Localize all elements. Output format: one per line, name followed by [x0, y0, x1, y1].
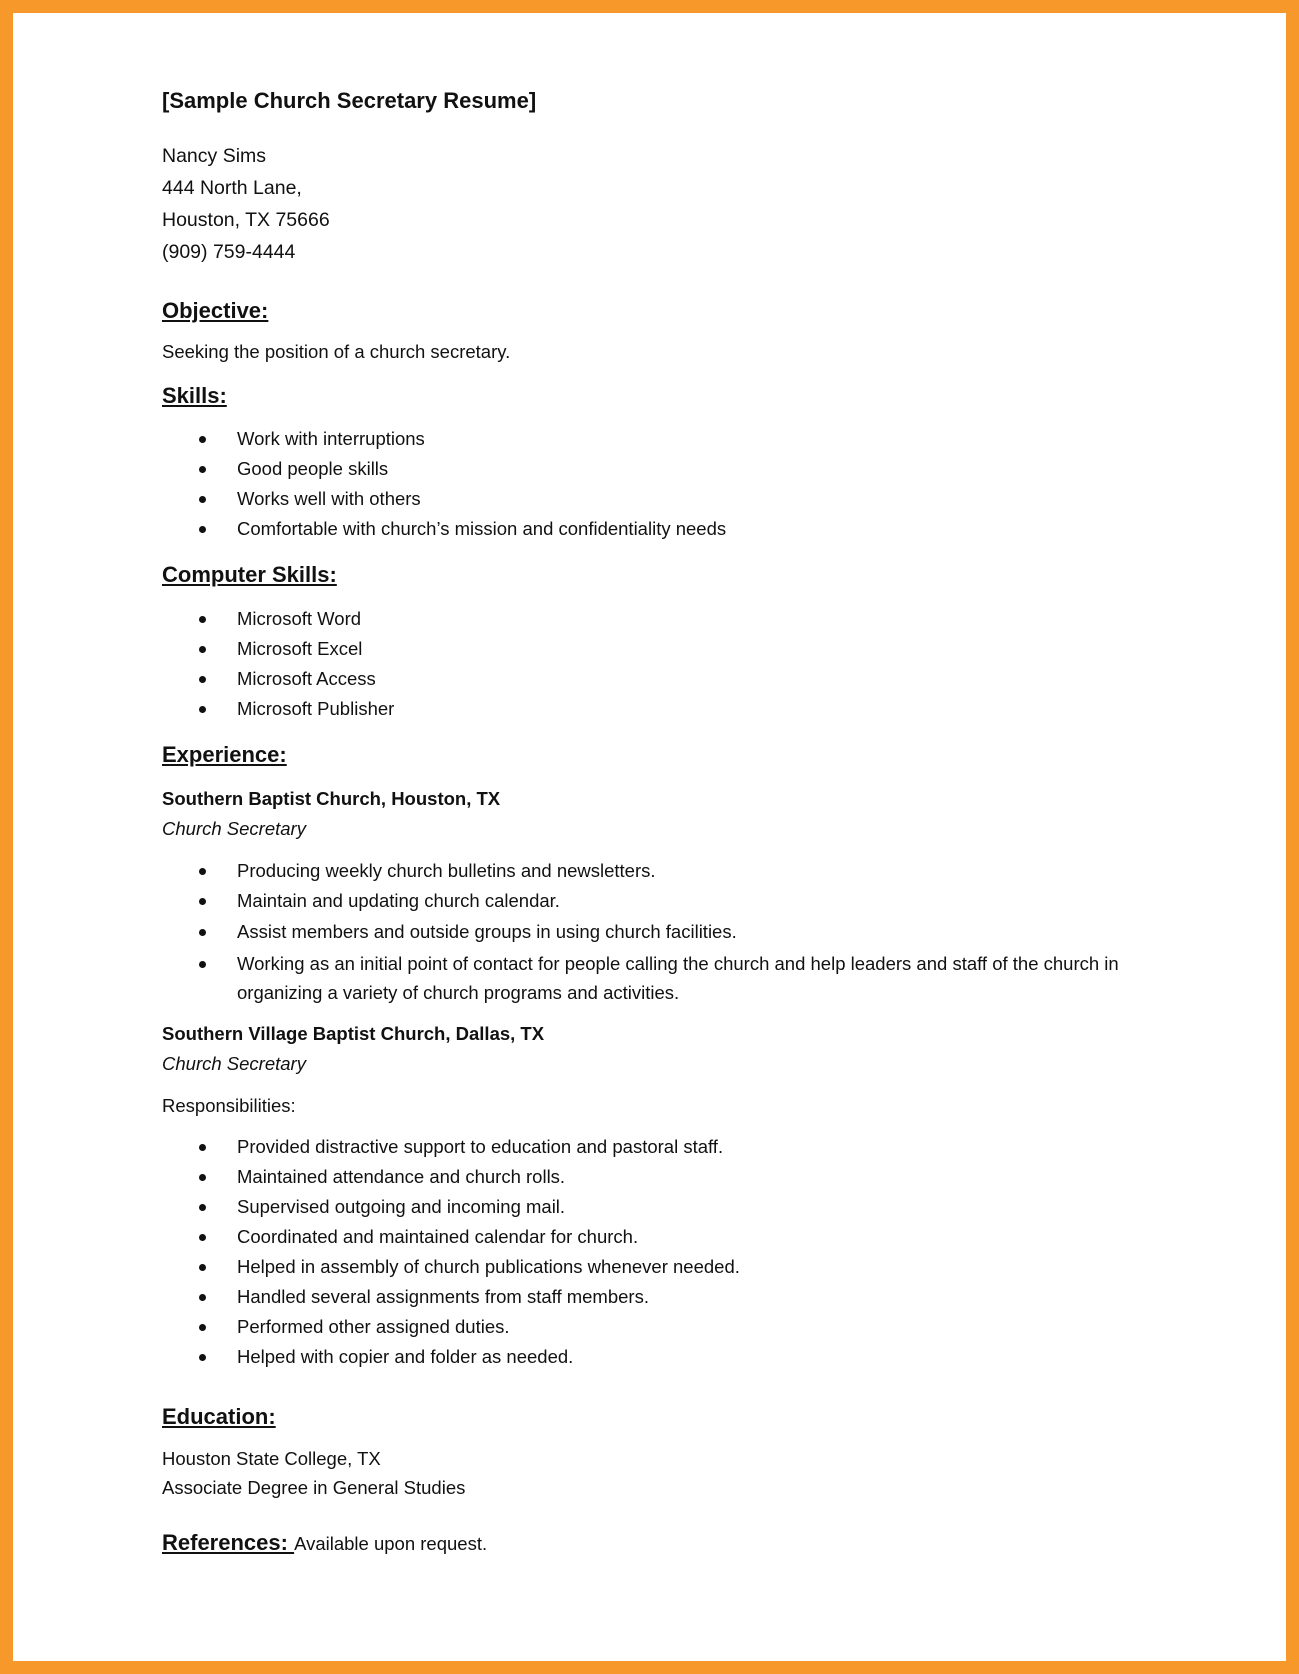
bullet-icon — [199, 1264, 206, 1271]
list-item: Handled several assignments from staff members. — [162, 1282, 1172, 1312]
experience-heading: Experience: — [162, 742, 287, 767]
resume-document — [162, 84, 1172, 1561]
contact-address: 444 North Lane, — [162, 177, 302, 199]
education-degree: Associate Degree in General Studies — [162, 1477, 466, 1498]
references-section — [162, 1526, 1172, 1561]
list-item: Maintained attendance and church rolls. — [162, 1162, 1172, 1192]
list-item: Assist members and outside groups in using church facilities. — [162, 917, 1172, 947]
bullet-icon — [199, 706, 206, 713]
education-heading: Education: — [162, 1404, 276, 1429]
list-item: Supervised outgoing and incoming mail. — [162, 1192, 1172, 1222]
bullet-icon — [199, 929, 206, 936]
bullet-icon — [199, 868, 206, 875]
references-heading: References: — [162, 1530, 295, 1555]
resume-title: [Sample Church Secretary Resume] — [162, 88, 537, 113]
list-item: Helped with copier and folder as needed. — [162, 1342, 1172, 1372]
bullet-icon — [199, 1324, 206, 1331]
education-school: Houston State College, TX — [162, 1448, 381, 1469]
list-item: Working as an initial point of contact for people calling the church and help leaders and staff of the church in organizing a variety of church programs and activities. — [162, 949, 1172, 1007]
list-item: Good people skills — [162, 454, 1172, 484]
bullet-icon — [199, 616, 206, 623]
list-item: Coordinated and maintained calendar for church. — [162, 1222, 1172, 1252]
skills-list — [162, 424, 1172, 544]
objective-text: Seeking the position of a church secretary. — [162, 341, 511, 362]
skills-section — [162, 379, 1172, 544]
bullet-icon — [199, 1174, 206, 1181]
job-organization: Southern Baptist Church, Houston, TX — [162, 788, 501, 809]
bullet-icon — [199, 1354, 206, 1361]
bullet-icon — [199, 1234, 206, 1241]
computer-skills-section — [162, 558, 1172, 724]
contact-phone: (909) 759-4444 — [162, 241, 296, 263]
objective-section — [162, 294, 1172, 366]
bullet-icon — [199, 1294, 206, 1301]
job-role: Church Secretary — [162, 818, 306, 839]
contact-city: Houston, TX 75666 — [162, 209, 330, 231]
bullet-icon — [199, 526, 206, 533]
bullet-icon — [199, 961, 206, 968]
bullet-icon — [199, 1144, 206, 1151]
list-item: Provided distractive support to education and pastoral staff. — [162, 1132, 1172, 1162]
job-duties-list — [162, 1132, 1172, 1372]
bullet-icon — [199, 898, 206, 905]
computer-skills-list — [162, 604, 1172, 724]
contact-block — [162, 140, 1172, 268]
experience-section — [162, 738, 1172, 1372]
job-duties-list — [162, 856, 1172, 1007]
bullet-icon — [199, 1204, 206, 1211]
bullet-icon — [199, 466, 206, 473]
references-text: Available upon request. — [294, 1533, 488, 1554]
education-section — [162, 1400, 1172, 1502]
list-item: Work with interruptions — [162, 424, 1172, 454]
list-item: Performed other assigned duties. — [162, 1312, 1172, 1342]
list-item: Comfortable with church’s mission and confidentiality needs — [162, 514, 1172, 544]
bullet-icon — [199, 646, 206, 653]
computer-skills-heading: Computer Skills: — [162, 562, 337, 587]
list-item: Maintain and updating church calendar. — [162, 886, 1172, 916]
bullet-icon — [199, 676, 206, 683]
list-item: Microsoft Excel — [162, 634, 1172, 664]
job-entry — [162, 1019, 1172, 1372]
list-item: Microsoft Publisher — [162, 694, 1172, 724]
list-item: Works well with others — [162, 484, 1172, 514]
contact-name: Nancy Sims — [162, 145, 267, 167]
skills-heading: Skills: — [162, 383, 227, 408]
job-role: Church Secretary — [162, 1053, 306, 1074]
job-entry — [162, 784, 1172, 1007]
job-organization: Southern Village Baptist Church, Dallas, TX — [162, 1023, 545, 1044]
list-item: Microsoft Access — [162, 664, 1172, 694]
bullet-icon — [199, 436, 206, 443]
list-item: Helped in assembly of church publications whenever needed. — [162, 1252, 1172, 1282]
list-item: Producing weekly church bulletins and newsletters. — [162, 856, 1172, 886]
list-item: Microsoft Word — [162, 604, 1172, 634]
bullet-icon — [199, 496, 206, 503]
objective-heading: Objective: — [162, 298, 269, 323]
responsibilities-label: Responsibilities: — [162, 1095, 296, 1116]
